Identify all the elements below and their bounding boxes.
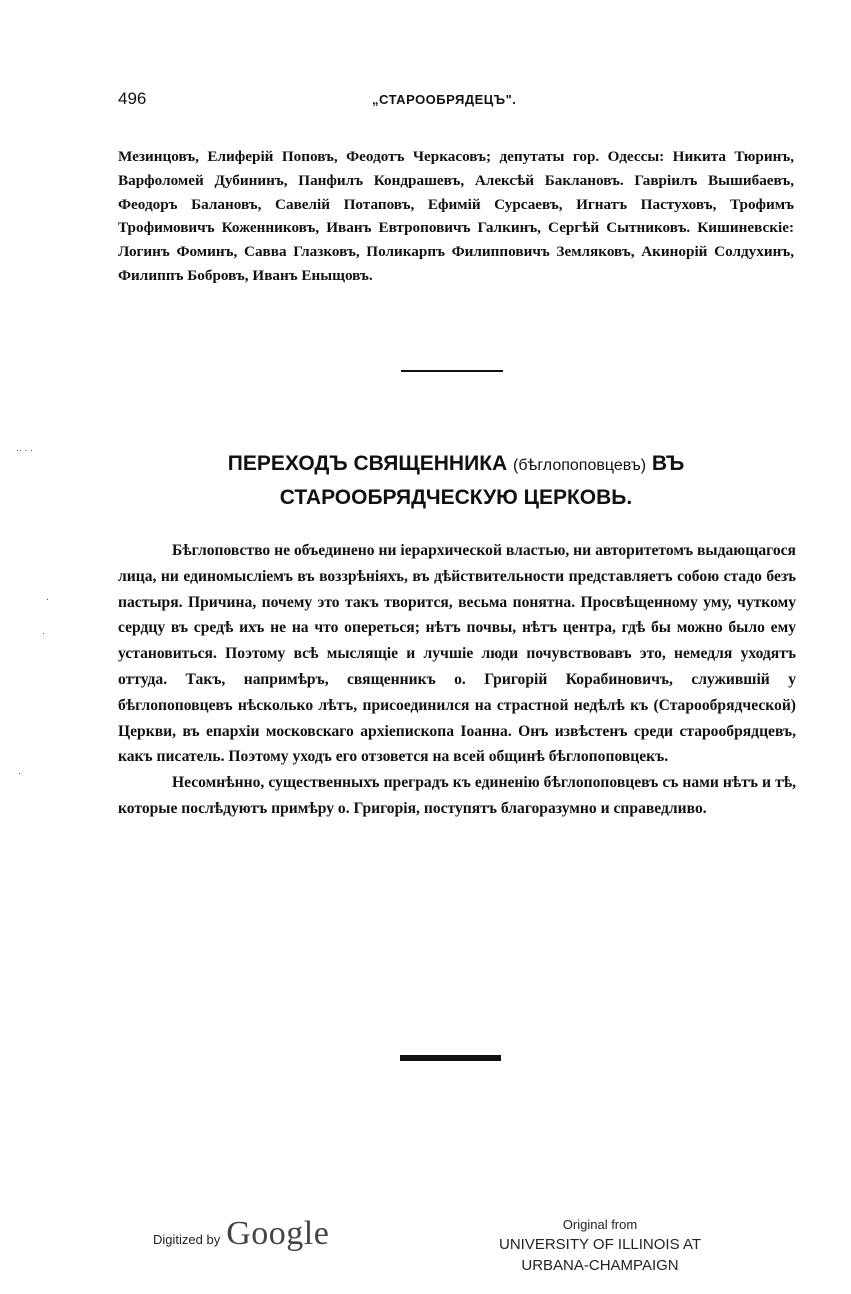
section-body [118, 538, 796, 822]
institution-line-1: UNIVERSITY OF ILLINOIS AT [499, 1236, 701, 1253]
names-list-paragraph: Мезинцовъ, Елиферій Поповъ, Феодотъ Черкасовъ; депутаты гор. Одессы: Никита Тюринъ, Варфоломей Дубининъ, Панфилъ Кондрашевъ, Алексѣй Баклановъ. Гавріилъ Вышибаевъ, Феодоръ Балановъ, Савелій Потаповъ, Ефимій Сурсаевъ, Игнатъ Пастуховъ, Трофимъ Трофимовичъ Коженниковъ, Иванъ Евтроповичъ Галкинъ, Сергѣй Сытниковъ. Кишиневскіе: Логинъ Фоминъ, Савва Глазковъ, Поликарпъ Филипповичъ Земляковъ, Акинорій Солдухинъ, Филиппъ Бобровъ, Иванъ Еныщовъ. [118, 148, 794, 284]
section-title [118, 448, 794, 514]
google-logo: Google [226, 1215, 330, 1252]
institution-line-2: URBANA-CHAMPAIGN [521, 1257, 679, 1274]
digitized-by-label: Digitized by [153, 1232, 221, 1247]
section-title-main: ПЕРЕХОДЪ СВЯЩЕННИКА [227, 452, 514, 475]
end-rule [400, 1055, 501, 1061]
margin-speck: ·· · · [16, 445, 33, 455]
digitized-by-google [153, 1215, 329, 1253]
original-from-label: Original from [562, 1217, 638, 1232]
section-divider [401, 370, 503, 372]
running-title: „СТАРООБРЯДЕЦЪ". [372, 92, 517, 107]
section-title-end: ВЪ СТАРООБРЯДЧЕСКУЮ ЦЕРКОВЬ. [279, 452, 685, 509]
body-paragraph-2: Несомнѣнно, существенныхъ преградъ къ единенію бѣглопоповцевъ съ нами нѣтъ и тѣ, которые послѣдуютъ примѣру о. Григорія, поступятъ благоразумно и справедливо. [118, 774, 796, 817]
margin-speck: · [42, 628, 45, 638]
margin-speck: · [46, 594, 49, 604]
page-number: 496 [118, 89, 147, 108]
margin-speck: · [18, 768, 21, 778]
body-paragraph-1: Бѣглоповство не объединено ни іерархической властью, ни авторитетомъ выдающагося лица, ни единомысліемъ въ воззрѣніяхъ, въ дѣйствительности представляетъ собою стадо безъ пастыря. Причина, почему это такъ творится, весьма понятна. Просвѣщенному уму, чуткому сердцу въ средѣ ихъ не на что опереться; нѣтъ почвы, нѣтъ центра, гдѣ бы можно было ему установиться. Поэтому всѣ мыслящіе и лучшіе люди почувствовавъ это, немедля уходятъ оттуда. Такъ, напримѣръ, священникъ о. Григорій Корабиновичъ, служившій у бѣглопоповцевъ нѣсколько лѣтъ, присоединился на страстной недѣлѣ къ (Старообрядческой) Церкви, въ епархіи московскаго архіепископа Іоанна. Онъ извѣстенъ среди старообрядцевъ, какъ писатель. Поэтому уходъ его отзовется на всей общинѣ бѣглопоповцекъ. [118, 542, 796, 766]
section-title-parenthetical: (бѣглопоповцевъ) [513, 457, 647, 474]
original-source [470, 1216, 730, 1276]
